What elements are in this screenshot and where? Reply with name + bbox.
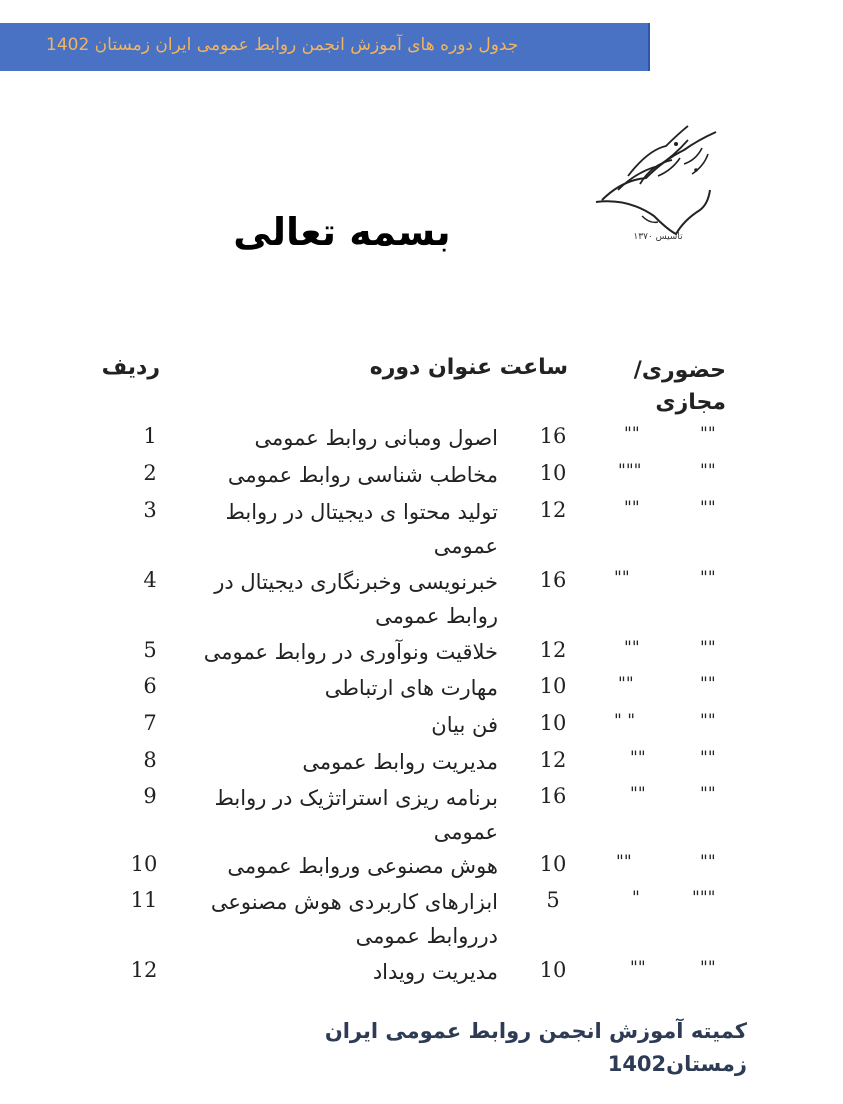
attendance-mark: " "	[614, 711, 636, 731]
attendance-mark: ""	[624, 638, 640, 658]
course-title: هوش مصنوعی وروابط عمومی	[227, 854, 498, 878]
row-number: 9	[143, 784, 157, 808]
logo-caption: تاسیس ۱۳۷۰	[633, 232, 683, 242]
attendance-mark: ""	[614, 568, 630, 588]
attendance-mark: ""	[700, 958, 716, 978]
course-title: تولید محتوا ی دیجیتال در روابط عمومی	[225, 500, 498, 558]
row-number: 3	[143, 498, 157, 522]
title-banner	[0, 23, 650, 71]
header-row: ردیف	[101, 355, 160, 380]
course-title: فن بیان	[431, 713, 498, 737]
attendance-mark: ""	[624, 424, 640, 444]
course-hours: 5	[546, 888, 560, 912]
attendance-mark: ""	[700, 852, 716, 872]
course-title: برنامه ریزی استراتژیک در روابط عمومی	[214, 786, 498, 844]
course-title: ابزارهای کاربردی هوش مصنوعی درروابط عمومی	[210, 890, 498, 948]
row-number: 4	[143, 568, 157, 592]
header-hours-title: ساعت عنوان دوره	[369, 355, 568, 380]
course-title: خلاقیت ونوآوری در روابط عمومی	[203, 640, 498, 664]
attendance-mark: "	[632, 888, 640, 908]
course-title: خبرنویسی وخبرنگاری دیجیتال در روابط عمومی	[214, 570, 498, 628]
attendance-mark: ""	[618, 674, 634, 694]
attendance-mark: """	[692, 888, 716, 908]
attendance-mark: ""	[700, 461, 716, 481]
attendance-mark: ""	[700, 568, 716, 588]
course-hours: 10	[539, 852, 567, 876]
attendance-mark: ""	[630, 748, 646, 768]
attendance-mark: """	[618, 461, 642, 481]
attendance-mark: ""	[700, 748, 716, 768]
course-hours: 12	[539, 498, 567, 522]
attendance-mark: ""	[700, 674, 716, 694]
course-title: مدیریت رویداد	[372, 960, 498, 984]
row-number: 2	[143, 461, 157, 485]
footer-committee: کمیته آموزش انجمن روابط عمومی ایران	[324, 1019, 747, 1043]
course-hours: 12	[539, 638, 567, 662]
course-title: مدیریت روابط عمومی	[302, 750, 498, 774]
course-hours: 16	[539, 424, 567, 448]
row-number: 7	[143, 711, 157, 735]
attendance-mark: ""	[630, 784, 646, 804]
footer	[300, 1013, 747, 1079]
attendance-mark: ""	[700, 711, 716, 731]
row-number: 11	[130, 888, 158, 912]
page-heading: بسمه تعالی	[233, 210, 451, 254]
header-mode: حضوری/ مجازی	[633, 358, 726, 415]
attendance-mark: ""	[616, 852, 632, 872]
course-title: مخاطب شناسی روابط عمومی	[227, 463, 498, 487]
course-hours: 16	[539, 568, 567, 592]
course-hours: 10	[539, 711, 567, 735]
row-number: 6	[143, 674, 157, 698]
attendance-mark: ""	[700, 638, 716, 658]
course-title: اصول ومبانی روابط عمومی	[254, 426, 498, 450]
banner-title: جدول دوره های آموزش انجمن روابط عمومی ایران زمستان 1402	[46, 35, 519, 55]
footer-season: زمستان1402	[607, 1052, 747, 1076]
attendance-mark: ""	[700, 498, 716, 518]
course-hours: 12	[539, 748, 567, 772]
course-hours: 10	[539, 674, 567, 698]
attendance-mark: ""	[630, 958, 646, 978]
attendance-mark: ""	[700, 784, 716, 804]
course-hours: 16	[539, 784, 567, 808]
course-hours: 10	[539, 958, 567, 982]
row-number: 10	[130, 852, 158, 876]
attendance-mark: ""	[624, 498, 640, 518]
row-number: 1	[143, 424, 157, 448]
row-number: 8	[143, 748, 157, 772]
course-title: مهارت های ارتباطی	[324, 676, 498, 700]
course-hours: 10	[539, 461, 567, 485]
attendance-mark: ""	[700, 424, 716, 444]
association-logo	[588, 120, 738, 250]
row-number: 12	[130, 958, 158, 982]
row-number: 5	[143, 638, 157, 662]
